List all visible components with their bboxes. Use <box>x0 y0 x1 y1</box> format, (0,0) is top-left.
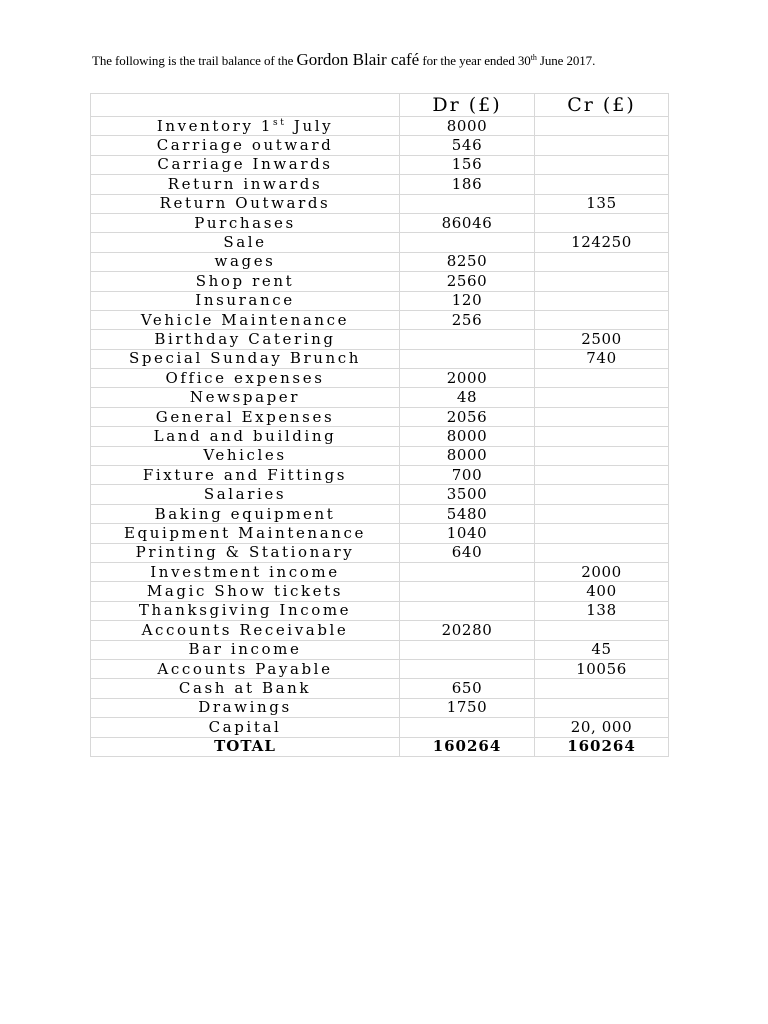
credit-amount: 2500 <box>535 330 669 349</box>
debit-amount: 700 <box>400 466 535 485</box>
table-row <box>91 252 669 271</box>
credit-amount <box>535 213 669 232</box>
account-name-text: Investment income <box>150 562 340 581</box>
account-name-text: Drawings <box>198 698 292 717</box>
debit-amount: 8000 <box>400 446 535 465</box>
credit-amount <box>535 427 669 446</box>
table-row <box>91 485 669 504</box>
business-name: Gordon Blair café <box>296 50 420 69</box>
debit-amount <box>400 349 535 368</box>
credit-amount: 135 <box>535 194 669 213</box>
table-row <box>91 291 669 310</box>
table-row <box>91 330 669 349</box>
intro-text-before: The following is the trail balance of the <box>92 53 297 68</box>
credit-amount <box>535 272 669 291</box>
debit-amount: 1750 <box>400 698 535 717</box>
account-name-text: Return Outwards <box>159 194 331 213</box>
debit-amount: 3500 <box>400 485 535 504</box>
account-name <box>91 504 400 523</box>
account-name <box>91 233 400 252</box>
account-name <box>91 272 400 291</box>
table-body <box>91 117 669 738</box>
table-row <box>91 640 669 659</box>
account-name <box>91 330 400 349</box>
table-row <box>91 679 669 698</box>
account-name <box>91 252 400 271</box>
header-account <box>91 94 400 117</box>
account-name-text: Vehicle Maintenance <box>140 310 350 329</box>
account-name-text: Insurance <box>195 291 295 310</box>
table-row <box>91 582 669 601</box>
account-name-text: Birthday Catering <box>154 329 336 348</box>
intro-text-middle: for the year ended 30 <box>419 53 531 68</box>
credit-amount: 45 <box>535 640 669 659</box>
account-name <box>91 175 400 194</box>
debit-amount: 48 <box>400 388 535 407</box>
account-name <box>91 349 400 368</box>
credit-amount <box>535 252 669 271</box>
account-name-text: Magic Show tickets <box>146 582 344 601</box>
credit-amount <box>535 679 669 698</box>
table-row <box>91 117 669 136</box>
account-name <box>91 582 400 601</box>
credit-amount: 138 <box>535 601 669 620</box>
table-row <box>91 310 669 329</box>
account-name <box>91 659 400 678</box>
account-name-text: Baking equipment <box>154 504 336 523</box>
table-row <box>91 388 669 407</box>
credit-amount: 2000 <box>535 562 669 581</box>
account-name <box>91 601 400 620</box>
debit-amount: 20280 <box>400 621 535 640</box>
header-debit: Dr (£) <box>400 94 535 117</box>
credit-amount <box>535 446 669 465</box>
credit-amount: 400 <box>535 582 669 601</box>
credit-amount <box>535 504 669 523</box>
table-row <box>91 718 669 737</box>
account-name <box>91 543 400 562</box>
trial-balance-table <box>90 93 669 757</box>
credit-amount: 740 <box>535 349 669 368</box>
table-row <box>91 659 669 678</box>
debit-amount <box>400 640 535 659</box>
debit-amount <box>400 601 535 620</box>
account-name-suffix: July <box>286 116 334 135</box>
debit-amount: 2056 <box>400 407 535 426</box>
account-name-text: Inventory 1 <box>156 116 274 135</box>
account-name <box>91 155 400 174</box>
account-name <box>91 407 400 426</box>
credit-amount <box>535 698 669 717</box>
account-name-text: Vehicles <box>203 446 287 465</box>
credit-amount: 20, 000 <box>535 718 669 737</box>
table-row <box>91 175 669 194</box>
debit-amount: 86046 <box>400 213 535 232</box>
account-name-text: wages <box>214 252 276 271</box>
account-name <box>91 524 400 543</box>
account-name <box>91 679 400 698</box>
table-row <box>91 407 669 426</box>
account-name <box>91 369 400 388</box>
credit-amount <box>535 524 669 543</box>
debit-amount: 650 <box>400 679 535 698</box>
intro-paragraph <box>92 49 692 71</box>
account-name-text: Accounts Payable <box>157 659 333 678</box>
credit-amount <box>535 369 669 388</box>
debit-amount: 156 <box>400 155 535 174</box>
account-name <box>91 194 400 213</box>
table-row <box>91 504 669 523</box>
total-debit: 160264 <box>400 737 535 756</box>
total-row <box>91 737 669 756</box>
debit-amount: 546 <box>400 136 535 155</box>
debit-amount: 120 <box>400 291 535 310</box>
account-name <box>91 291 400 310</box>
account-name-text: Bar income <box>188 640 302 659</box>
account-name-text: Accounts Receivable <box>141 620 349 639</box>
debit-amount <box>400 659 535 678</box>
table-row <box>91 446 669 465</box>
credit-amount <box>535 388 669 407</box>
account-name-text: Purchases <box>194 213 296 232</box>
debit-amount: 5480 <box>400 504 535 523</box>
table-row <box>91 213 669 232</box>
table-row <box>91 698 669 717</box>
table-row <box>91 621 669 640</box>
table-row <box>91 562 669 581</box>
account-name-text: Special Sunday Brunch <box>128 349 362 368</box>
credit-amount <box>535 466 669 485</box>
table-row <box>91 427 669 446</box>
table-header-row <box>91 94 669 117</box>
account-name <box>91 427 400 446</box>
table-row <box>91 155 669 174</box>
table-row <box>91 194 669 213</box>
total-credit: 160264 <box>535 737 669 756</box>
credit-amount: 124250 <box>535 233 669 252</box>
account-name-text: Capital <box>208 717 282 736</box>
account-name <box>91 640 400 659</box>
account-name-text: Equipment Maintenance <box>124 523 366 542</box>
credit-amount <box>535 175 669 194</box>
table-row <box>91 524 669 543</box>
debit-amount <box>400 233 535 252</box>
credit-amount <box>535 310 669 329</box>
account-name-text: Shop rent <box>195 271 295 290</box>
table-row <box>91 136 669 155</box>
table-row <box>91 272 669 291</box>
debit-amount: 640 <box>400 543 535 562</box>
account-name <box>91 466 400 485</box>
account-name <box>91 310 400 329</box>
total-label: TOTAL <box>91 737 400 756</box>
credit-amount <box>535 407 669 426</box>
account-name <box>91 117 400 136</box>
credit-amount <box>535 621 669 640</box>
account-name <box>91 388 400 407</box>
credit-amount <box>535 543 669 562</box>
debit-amount <box>400 562 535 581</box>
debit-amount: 1040 <box>400 524 535 543</box>
table-row <box>91 369 669 388</box>
debit-amount: 2000 <box>400 369 535 388</box>
account-name <box>91 621 400 640</box>
credit-amount <box>535 155 669 174</box>
account-name-text: Land and building <box>153 426 337 445</box>
table-row <box>91 233 669 252</box>
table-row <box>91 349 669 368</box>
header-credit: Cr (£) <box>535 94 669 117</box>
account-name-text: General Expenses <box>155 407 335 426</box>
account-name-superscript: st <box>273 117 287 128</box>
account-name <box>91 446 400 465</box>
account-name <box>91 136 400 155</box>
debit-amount <box>400 330 535 349</box>
account-name-text: Carriage Inwards <box>157 155 333 174</box>
credit-amount <box>535 485 669 504</box>
debit-amount: 8250 <box>400 252 535 271</box>
table-row <box>91 466 669 485</box>
credit-amount <box>535 136 669 155</box>
account-name-text: Office expenses <box>165 368 325 387</box>
ordinal-suffix: th <box>530 53 537 62</box>
debit-amount: 2560 <box>400 272 535 291</box>
debit-amount <box>400 718 535 737</box>
account-name-text: Sale <box>223 233 267 252</box>
account-name-text: Printing & Stationary <box>135 543 355 562</box>
intro-text-after: June 2017. <box>536 53 596 68</box>
table-row <box>91 543 669 562</box>
account-name-text: Thanksgiving Income <box>138 601 352 620</box>
account-name-text: Cash at Bank <box>178 679 312 698</box>
credit-amount <box>535 291 669 310</box>
debit-amount: 186 <box>400 175 535 194</box>
account-name <box>91 562 400 581</box>
account-name <box>91 718 400 737</box>
table-row <box>91 601 669 620</box>
account-name-text: Carriage outward <box>156 136 334 155</box>
debit-amount: 8000 <box>400 117 535 136</box>
account-name <box>91 485 400 504</box>
debit-amount: 256 <box>400 310 535 329</box>
credit-amount: 10056 <box>535 659 669 678</box>
debit-amount <box>400 582 535 601</box>
debit-amount: 8000 <box>400 427 535 446</box>
account-name-text: Return inwards <box>167 174 323 193</box>
account-name-text: Salaries <box>203 485 287 504</box>
account-name-text: Newspaper <box>189 388 301 407</box>
account-name-text: Fixture and Fittings <box>142 465 348 484</box>
account-name <box>91 213 400 232</box>
debit-amount <box>400 194 535 213</box>
account-name <box>91 698 400 717</box>
credit-amount <box>535 117 669 136</box>
